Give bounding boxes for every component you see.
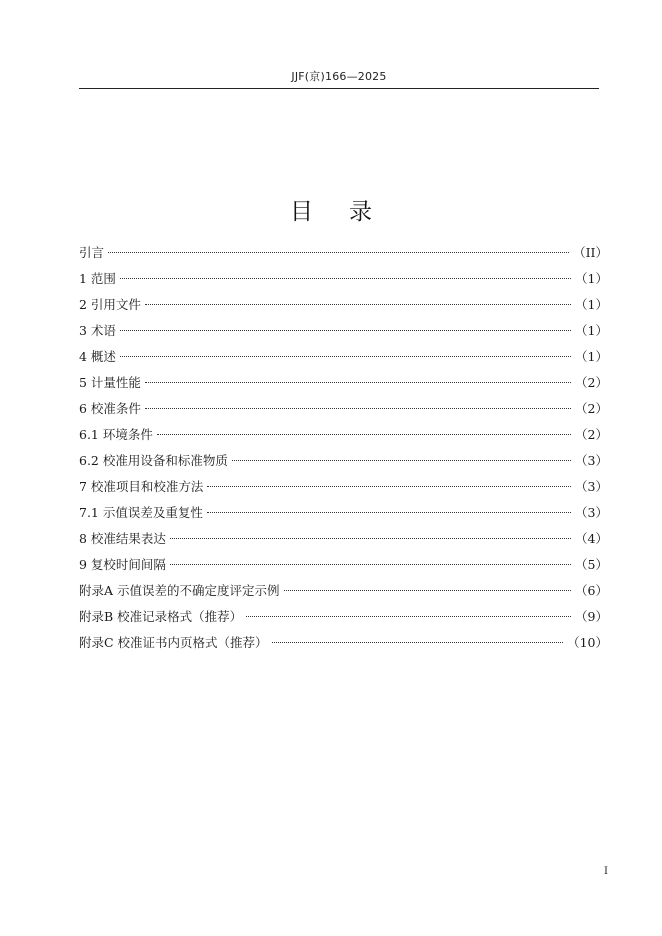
toc-entry-recalibration-interval[interactable] [79, 555, 608, 581]
toc-entry-appendix-c[interactable] [79, 633, 608, 659]
toc-entry-page: （9） [575, 609, 608, 624]
page-header: JJF(京)166—2025 [291, 70, 387, 83]
toc-entry-scope[interactable] [79, 269, 608, 295]
dot-leader [246, 616, 571, 617]
toc-entry-page: （2） [575, 427, 608, 442]
toc-entry-foreword[interactable] [79, 243, 608, 269]
toc-entry-page: （2） [575, 375, 608, 390]
header-divider [79, 88, 599, 89]
toc-entry-metrological-performance[interactable] [79, 373, 608, 399]
toc-entry-indication-error-and-repeatability[interactable] [79, 503, 608, 529]
toc-entry-label: 6.2 校准用设备和标准物质 [79, 453, 228, 468]
toc-entry-page: （4） [575, 531, 608, 546]
toc-entry-label: 4 概述 [79, 349, 116, 364]
toc-entry-result-expression[interactable] [79, 529, 608, 555]
dot-leader [120, 330, 571, 331]
toc-entry-calibration-conditions[interactable] [79, 399, 608, 425]
toc-entry-appendix-a[interactable] [79, 581, 608, 607]
toc-entry-label: 7 校准项目和校准方法 [79, 479, 204, 494]
toc-entry-page: （2） [575, 401, 608, 416]
toc-entry-label: 附录A 示值误差的不确定度评定示例 [79, 583, 280, 598]
toc-entry-page: （3） [575, 505, 608, 520]
toc-entry-page: （1） [575, 271, 608, 286]
toc-entry-label: 2 引用文件 [79, 297, 141, 312]
toc-entry-label: 3 术语 [79, 323, 116, 338]
dot-leader [157, 434, 571, 435]
toc-entry-page: （1） [575, 297, 608, 312]
page-title: 目录 [290, 199, 408, 225]
dot-leader [170, 538, 571, 539]
toc-entry-terms[interactable] [79, 321, 608, 347]
toc-entry-appendix-b[interactable] [79, 607, 608, 633]
toc-entry-page: （3） [575, 479, 608, 494]
toc-entry-page: （6） [575, 583, 608, 598]
toc-entry-label: 9 复校时间间隔 [79, 557, 166, 572]
toc-entry-label: 附录C 校准证书内页格式（推荐） [79, 635, 268, 650]
toc-entry-page: （10） [567, 635, 608, 650]
toc-entry-environmental-conditions[interactable] [79, 425, 608, 451]
toc-entry-references[interactable] [79, 295, 608, 321]
dot-leader [207, 486, 571, 487]
dot-leader [170, 564, 571, 565]
toc-entry-page: （3） [575, 453, 608, 468]
dot-leader [145, 408, 571, 409]
toc-entry-page: （1） [575, 349, 608, 364]
toc-entry-label: 附录B 校准记录格式（推荐） [79, 609, 243, 624]
dot-leader [145, 304, 571, 305]
dot-leader [284, 590, 572, 591]
toc-entry-label: 引言 [79, 245, 105, 260]
toc-entry-equipment-and-reference-materials[interactable] [79, 451, 608, 477]
toc-entry-page: （1） [575, 323, 608, 338]
page-number: I [604, 866, 608, 877]
toc-entry-label: 6 校准条件 [79, 401, 141, 416]
toc-entry-label: 8 校准结果表达 [79, 531, 166, 546]
table-of-contents [79, 243, 608, 659]
dot-leader [120, 356, 571, 357]
toc-entry-page: （5） [575, 557, 608, 572]
dot-leader [272, 642, 564, 643]
dot-leader [108, 252, 569, 253]
dot-leader [232, 460, 571, 461]
toc-entry-overview[interactable] [79, 347, 608, 373]
dot-leader [145, 382, 571, 383]
toc-entry-label: 1 范围 [79, 271, 116, 286]
dot-leader [207, 512, 571, 513]
toc-entry-label: 6.1 环境条件 [79, 427, 153, 442]
toc-entry-page: （II） [573, 245, 608, 260]
dot-leader [120, 278, 571, 279]
toc-entry-label: 7.1 示值误差及重复性 [79, 505, 203, 520]
toc-entry-calibration-items-and-methods[interactable] [79, 477, 608, 503]
toc-entry-label: 5 计量性能 [79, 375, 141, 390]
